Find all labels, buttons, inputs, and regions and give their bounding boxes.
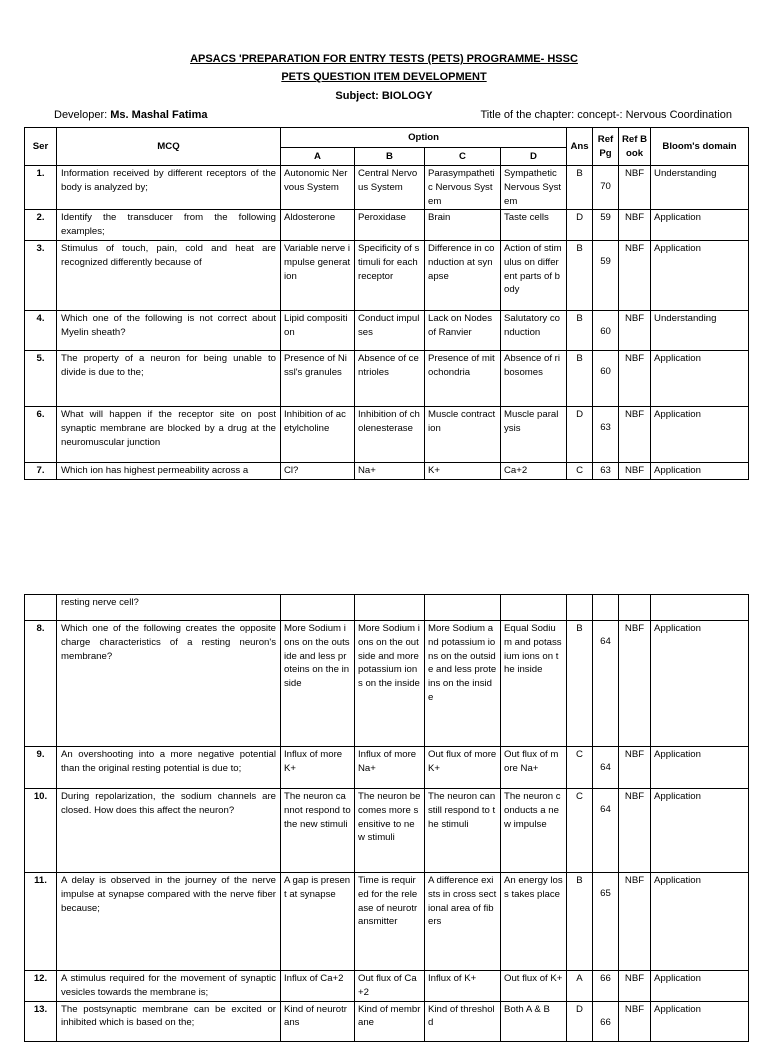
cell-ref-pg: 63 <box>593 406 619 462</box>
cell-option-c: More Sodium and potassium ions on the outside and less proteins on the inside <box>425 621 501 747</box>
cell-mcq: The postsynaptic membrane can be excited or inhibited which is based on the; <box>57 1001 281 1041</box>
cell-ref-pg: 63 <box>593 462 619 479</box>
cell-option-b: Out flux of Ca+2 <box>355 971 425 1002</box>
cell-blooms: Application <box>651 873 749 971</box>
cell-blooms: Application <box>651 350 749 406</box>
cell-ref-book: NBF <box>619 210 651 241</box>
cell-ref-book: NBF <box>619 789 651 873</box>
cell-ser: 8. <box>25 621 57 747</box>
cell-blooms: Application <box>651 210 749 241</box>
table-row <box>25 789 749 873</box>
cell-ref-pg: 66 <box>593 971 619 1002</box>
cell-ref-pg: 64 <box>593 621 619 747</box>
cell-option-d: Ca+2 <box>501 462 567 479</box>
cell-mcq: Which one of the following creates the opposite charge characteristics of a resting neuron's membrane? <box>57 621 281 747</box>
cell-option-c: The neuron can still respond to the stimuli <box>425 789 501 873</box>
col-option: Option <box>281 128 567 148</box>
table-row <box>25 406 749 462</box>
cell-blooms: Understanding <box>651 166 749 210</box>
cell-blooms: Application <box>651 789 749 873</box>
cell-option-a: Autonomic Nervous System <box>281 166 355 210</box>
cell-ser: 7. <box>25 462 57 479</box>
cell-option-d: Sympathetic Nervous System <box>501 166 567 210</box>
col-ref-book: Ref Book <box>619 128 651 166</box>
cell-mcq: An overshooting into a more negative potential than the original resting potential is due to; <box>57 747 281 789</box>
col-c: C <box>425 148 501 166</box>
table-row <box>25 1001 749 1041</box>
cell-option-c: K+ <box>425 462 501 479</box>
cell-mcq: During repolarization, the sodium channels are closed. How does this affect the neuron? <box>57 789 281 873</box>
col-ans: Ans <box>567 128 593 166</box>
cell-option-c: Presence of mitochondria <box>425 350 501 406</box>
cell-ser: 12. <box>25 971 57 1002</box>
cell-ref-book: NBF <box>619 406 651 462</box>
programme-title: APSACS 'PREPARATION FOR ENTRY TESTS (PETS) PROGRAMME- HSSC <box>190 53 578 65</box>
cell-ans: D <box>567 1001 593 1041</box>
cell-option-b: Absence of centrioles <box>355 350 425 406</box>
cell-ans: D <box>567 210 593 241</box>
cell-option-b: Conduct impulses <box>355 310 425 350</box>
cell-c <box>425 595 501 621</box>
cell-ref-pg: 70 <box>593 166 619 210</box>
cell-option-d: An energy loss takes place <box>501 873 567 971</box>
cell-ref-book: NBF <box>619 240 651 310</box>
cell-ser: 4. <box>25 310 57 350</box>
developer-label: Developer: <box>54 109 108 121</box>
cell-option-c: Out flux of more K+ <box>425 747 501 789</box>
cell-b <box>355 595 425 621</box>
cell-option-b: Specificity of stimuli for each receptor <box>355 240 425 310</box>
cell-ans: A <box>567 971 593 1002</box>
cell-blooms <box>651 595 749 621</box>
mcq-table-page2 <box>24 594 749 1042</box>
cell-blooms: Application <box>651 971 749 1002</box>
cell-ref-book: NBF <box>619 747 651 789</box>
cell-option-d: Muscle paralysis <box>501 406 567 462</box>
cell-option-a: Aldosterone <box>281 210 355 241</box>
cell-ser <box>25 595 57 621</box>
cell-ref-book: NBF <box>619 971 651 1002</box>
developer-line <box>54 109 207 121</box>
cell-ans: B <box>567 350 593 406</box>
table-row <box>25 595 749 621</box>
col-ser: Ser <box>25 128 57 166</box>
cell-ref-pg: 66 <box>593 1001 619 1041</box>
table-row <box>25 240 749 310</box>
cell-option-d: Out flux of K+ <box>501 971 567 1002</box>
cell-option-d: Equal Sodium and potassium ions on the inside <box>501 621 567 747</box>
cell-option-b: Na+ <box>355 462 425 479</box>
cell-ref-pg: 64 <box>593 789 619 873</box>
cell-option-d: Absence of ribosomes <box>501 350 567 406</box>
cell-ans: B <box>567 240 593 310</box>
table-row <box>25 873 749 971</box>
cell-option-a: A gap is present at synapse <box>281 873 355 971</box>
cell-option-b: Central Nervous System <box>355 166 425 210</box>
col-blooms: Bloom's domain <box>651 128 749 166</box>
cell-option-a: Variable nerve impulse generation <box>281 240 355 310</box>
cell-option-d: The neuron conducts a new impulse <box>501 789 567 873</box>
cell-ref-book: NBF <box>619 350 651 406</box>
cell-ans: D <box>567 406 593 462</box>
cell-ans: B <box>567 873 593 971</box>
table-row <box>25 166 749 210</box>
cell-mcq: Which ion has highest permeability across a <box>57 462 281 479</box>
cell-blooms: Understanding <box>651 310 749 350</box>
cell-ans: B <box>567 621 593 747</box>
cell-ref-book: NBF <box>619 621 651 747</box>
cell-option-b: Time is required for the release of neurotransmitter <box>355 873 425 971</box>
table-row <box>25 621 749 747</box>
cell-blooms: Application <box>651 621 749 747</box>
cell-mcq: A stimulus required for the movement of synaptic vesicles towards the membrane is; <box>57 971 281 1002</box>
cell-ans: B <box>567 166 593 210</box>
table-row <box>25 350 749 406</box>
cell-mcq: Information received by different receptors of the body is analyzed by; <box>57 166 281 210</box>
cell-mcq: A delay is observed in the journey of the nerve impulse at synapse compared with the nerve fiber because; <box>57 873 281 971</box>
cell-ref-pg: 60 <box>593 310 619 350</box>
cell-ans: B <box>567 310 593 350</box>
cell-option-a: Cl? <box>281 462 355 479</box>
cell-option-b: Inhibition of cholenesterase <box>355 406 425 462</box>
cell-option-a: Presence of Nissl's granules <box>281 350 355 406</box>
cell-option-c: Brain <box>425 210 501 241</box>
cell-option-b: Influx of more Na+ <box>355 747 425 789</box>
cell-ref-book: NBF <box>619 166 651 210</box>
cell-option-a: Lipid composition <box>281 310 355 350</box>
col-d: D <box>501 148 567 166</box>
chapter-title: Title of the chapter: concept-: Nervous Coordination <box>480 109 732 121</box>
cell-ref-book: NBF <box>619 310 651 350</box>
cell-ser: 6. <box>25 406 57 462</box>
cell-mcq: What will happen if the receptor site on post synaptic membrane are blocked by a drug at the neuromuscular junction <box>57 406 281 462</box>
cell-ref-book: NBF <box>619 873 651 971</box>
cell-blooms: Application <box>651 240 749 310</box>
cell-option-d: Taste cells <box>501 210 567 241</box>
developer-name: Ms. Mashal Fatima <box>110 109 208 121</box>
cell-option-a: Kind of neurotrans <box>281 1001 355 1041</box>
cell-option-a: The neuron cannot respond to the new stimuli <box>281 789 355 873</box>
cell-blooms: Application <box>651 462 749 479</box>
cell-ref-pg: 64 <box>593 747 619 789</box>
cell-ref-pg: 59 <box>593 210 619 241</box>
table-row <box>25 462 749 479</box>
cell-option-c: A difference exists in cross sectional area of fibers <box>425 873 501 971</box>
cell-option-a: More Sodium ions on the outside and less proteins on the inside <box>281 621 355 747</box>
mcq-table-page1 <box>24 127 749 480</box>
cell-ser: 5. <box>25 350 57 406</box>
cell-ref-pg <box>593 595 619 621</box>
table-row <box>25 310 749 350</box>
cell-mcq: Which one of the following is not correct about Myelin sheath? <box>57 310 281 350</box>
cell-option-a: Influx of more K+ <box>281 747 355 789</box>
cell-option-b: Peroxidase <box>355 210 425 241</box>
cell-d <box>501 595 567 621</box>
cell-ref-pg: 60 <box>593 350 619 406</box>
cell-ser: 9. <box>25 747 57 789</box>
cell-ser: 10. <box>25 789 57 873</box>
col-mcq: MCQ <box>57 128 281 166</box>
cell-ref-book: NBF <box>619 462 651 479</box>
cell-option-d: Salutatory conduction <box>501 310 567 350</box>
cell-ser: 3. <box>25 240 57 310</box>
cell-option-b: More Sodium ions on the outside and more potassium ions on the inside <box>355 621 425 747</box>
cell-option-c: Kind of threshold <box>425 1001 501 1041</box>
cell-option-c: Muscle contraction <box>425 406 501 462</box>
cell-ser: 2. <box>25 210 57 241</box>
cell-option-b: The neuron becomes more sensitive to new stimuli <box>355 789 425 873</box>
cell-ser: 1. <box>25 166 57 210</box>
cell-option-c: Difference in conduction at synapse <box>425 240 501 310</box>
cell-option-d: Out flux of more Na+ <box>501 747 567 789</box>
cell-mcq: Identify the transducer from the following examples; <box>57 210 281 241</box>
cell-option-b: Kind of membrane <box>355 1001 425 1041</box>
col-ref-pg: Ref Pg <box>593 128 619 166</box>
cell-ser: 11. <box>25 873 57 971</box>
cell-blooms: Application <box>651 747 749 789</box>
cell-ref-pg: 65 <box>593 873 619 971</box>
cell-ser: 13. <box>25 1001 57 1041</box>
cell-option-a: Influx of Ca+2 <box>281 971 355 1002</box>
document-title: PETS QUESTION ITEM DEVELOPMENT <box>281 71 487 83</box>
cell-ref-book <box>619 595 651 621</box>
table-row <box>25 210 749 241</box>
cell-ref-book: NBF <box>619 1001 651 1041</box>
cell-option-a: Inhibition of acetylcholine <box>281 406 355 462</box>
cell-mcq-continuation: resting nerve cell? <box>57 595 281 621</box>
cell-option-c: Influx of K+ <box>425 971 501 1002</box>
cell-ref-pg: 59 <box>593 240 619 310</box>
table-row <box>25 971 749 1002</box>
col-a: A <box>281 148 355 166</box>
cell-blooms: Application <box>651 406 749 462</box>
cell-mcq: The property of a neuron for being unable to divide is due to the; <box>57 350 281 406</box>
cell-option-d: Both A & B <box>501 1001 567 1041</box>
cell-ans: C <box>567 462 593 479</box>
cell-blooms: Application <box>651 1001 749 1041</box>
cell-ans: C <box>567 789 593 873</box>
cell-option-d: Action of stimulus on different parts of body <box>501 240 567 310</box>
cell-a <box>281 595 355 621</box>
col-b: B <box>355 148 425 166</box>
subject-title: Subject: BIOLOGY <box>335 90 433 102</box>
cell-option-c: Lack on Nodes of Ranvier <box>425 310 501 350</box>
cell-ans <box>567 595 593 621</box>
cell-ans: C <box>567 747 593 789</box>
cell-option-c: Parasympathetic Nervous System <box>425 166 501 210</box>
table-row <box>25 747 749 789</box>
cell-mcq: Stimulus of touch, pain, cold and heat are recognized differently because of <box>57 240 281 310</box>
